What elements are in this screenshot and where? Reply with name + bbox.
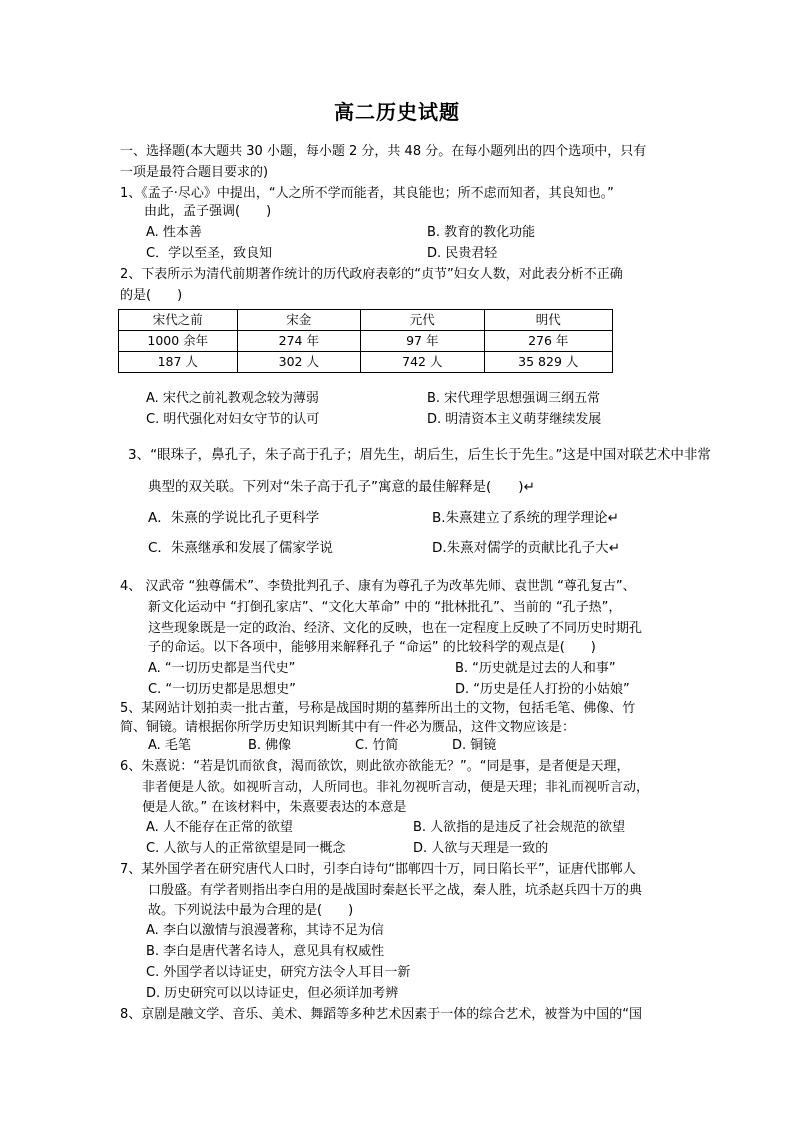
q3-option-b: B.朱熹建立了系统的理学理论↵: [432, 510, 619, 526]
q1-stem-line2: 由此，孟子强调( ): [144, 204, 272, 219]
q1-stem-line1: 1、《孟子·尽心》中提出，“人之所不学而能者，其良能也；所不虑而知者，其良知也。”: [120, 186, 614, 201]
q7-option-a: A. 李白以激情与浪漫著称，其诗不足为信: [146, 923, 384, 938]
table-row: [119, 331, 613, 352]
q3-option-c: C．朱熹继承和发展了儒家学说: [148, 540, 333, 556]
q6-stem-line1: 6、朱熹说：“若是饥而欲食，渴而欲饮，则此欲亦欲能无？”。“同是事，是者便是天理，: [120, 759, 630, 774]
q7-stem-line1: 7、某外国学者在研究唐代人口时，引李白诗句“邯郸四十万，同日陷长平”，证唐代邯郸人: [120, 862, 636, 877]
table-cell: 1000 余年: [119, 331, 238, 352]
table-header-cell: 宋金: [237, 310, 361, 331]
q4-stem-line2: 新文化运动中 “打倒孔家店”、“文化大革命” 中的 “批林批孔”、当前的 “孔子热”，: [148, 600, 622, 615]
q6-option-c: C. 人欲与人的正常欲望是同一概念: [146, 841, 346, 856]
table-cell: 302 人: [237, 352, 361, 373]
table-header-row: [119, 310, 613, 331]
q6-option-a: A. 人不能存在正常的欲望: [146, 820, 293, 835]
q1-option-b: B. 教育的教化功能: [427, 225, 536, 240]
q4-stem-line4: 子的命运。以下各项中，能够用来解释孔子 “命运” 的比较科学的观点是( ): [148, 640, 596, 655]
q2-option-c: C. 明代强化对妇女守节的认可: [146, 412, 320, 427]
q1-option-c: C．学以至圣，致良知: [146, 246, 273, 261]
q7-stem-line2: 口殷盛。有学者则指出李白用的是战国时秦赵长平之战，秦人胜，坑杀赵兵四十万的典: [148, 883, 643, 898]
q5-stem-line2: 简、铜镜。请根据你所学历史知识判断其中有一件必为赝品，这件文物应该是：: [120, 720, 576, 735]
q5-option-c: C. 竹简: [355, 738, 399, 753]
q4-option-c: C. “一切历史都是思想史”: [148, 682, 296, 697]
q5-stem-line1: 5、某网站计划拍卖一批古董，号称是战国时期的墓葬所出土的文物，包括毛笔、佛像、竹: [120, 701, 636, 716]
chastity-table: [118, 309, 613, 373]
q5-option-d: D. 铜镜: [452, 738, 497, 753]
q4-option-d: D. “历史是任人打扮的小姑娘”: [455, 682, 630, 697]
table-row: [119, 352, 613, 373]
q3-stem-line1: 3、“眼珠子，鼻孔子，朱子高于孔子；眉先生，胡后生，后生长于先生。”这是中国对联艺术中非常: [128, 447, 711, 463]
q7-option-c: C. 外国学者以诗证史，研究方法令人耳目一新: [146, 965, 411, 980]
q6-option-d: D. 人欲与天理是一致的: [413, 841, 549, 856]
table-cell: 274 年: [237, 331, 361, 352]
section-instruction-line2: 一项是最符合题目要求的): [120, 165, 269, 180]
q2-option-a: A. 宋代之前礼教观念较为薄弱: [146, 391, 319, 406]
q4-stem-line3: 这些现象既是一定的政治、经济、文化的反映，也在一定程度上反映了不同历史时期孔: [148, 621, 643, 636]
q7-option-d: D. 历史研究可以以诗证史，但必须详加考辨: [146, 986, 399, 1001]
q6-option-b: B. 人欲指的是违反了社会规范的欲望: [413, 820, 626, 835]
table-cell: 97 年: [361, 331, 485, 352]
q3-stem-line2: 典型的双关联。下列对“朱子高于孔子”寓意的最佳解释是( )↵: [148, 479, 535, 495]
q7-stem-line3: 故。下列说法中最为合理的是( ): [148, 903, 354, 918]
table-header-cell: 元代: [361, 310, 485, 331]
page-title: 高二历史试题: [334, 100, 460, 124]
q3-option-a: A．朱熹的学说比孔子更科学: [148, 510, 320, 526]
table-cell: 187 人: [119, 352, 238, 373]
q2-stem-line2: 的是( ): [120, 288, 183, 303]
q3-option-d: D.朱熹对儒学的贡献比孔子大↵: [432, 540, 620, 556]
table-cell: 276 年: [484, 331, 612, 352]
q6-stem-line3: 便是人欲。” 在该材料中，朱熹要表达的本意是: [142, 800, 407, 815]
q2-option-b: B. 宋代理学思想强调三纲五常: [427, 391, 601, 406]
table-header-cell: 明代: [484, 310, 612, 331]
q2-option-d: D. 明清资本主义萌芽继续发展: [427, 412, 602, 427]
q2-stem-line1: 2、下表所示为清代前期著作统计的历代政府表彰的“贞节”妇女人数，对此表分析不正确: [120, 267, 623, 282]
q1-option-a: A. 性本善: [146, 225, 202, 240]
q4-option-a: A. “一切历史都是当代史”: [148, 661, 296, 676]
q5-option-a: A. 毛笔: [148, 738, 191, 753]
section-instruction-line1: 一、选择题(本大题共 30 小题，每小题 2 分，共 48 分。在每小题列出的四个选项中，只有: [120, 144, 647, 159]
q4-option-b: B. “历史就是过去的人和事”: [455, 661, 616, 676]
q7-option-b: B. 李白是唐代著名诗人，意见具有权威性: [146, 944, 385, 959]
table-cell: 742 人: [361, 352, 485, 373]
q6-stem-line2: 非者便是人欲。如视听言动，人所同也。非礼勿视听言动，便是天理；非礼而视听言动，: [142, 780, 650, 795]
table-header-cell: 宋代之前: [119, 310, 238, 331]
q1-option-d: D. 民贵君轻: [427, 246, 498, 261]
q8-stem-line1: 8、京剧是融文学、音乐、美术、舞蹈等多种艺术因素于一体的综合艺术，被誉为中国的“国: [120, 1007, 643, 1022]
q5-option-b: B. 佛像: [248, 738, 292, 753]
q4-stem-line1: 4、 汉武帝 “独尊儒术”、李贽批判孔子、康有为尊孔子为改革先师、袁世凯 “尊孔复古”、: [120, 579, 636, 594]
table-cell: 35 829 人: [484, 352, 612, 373]
